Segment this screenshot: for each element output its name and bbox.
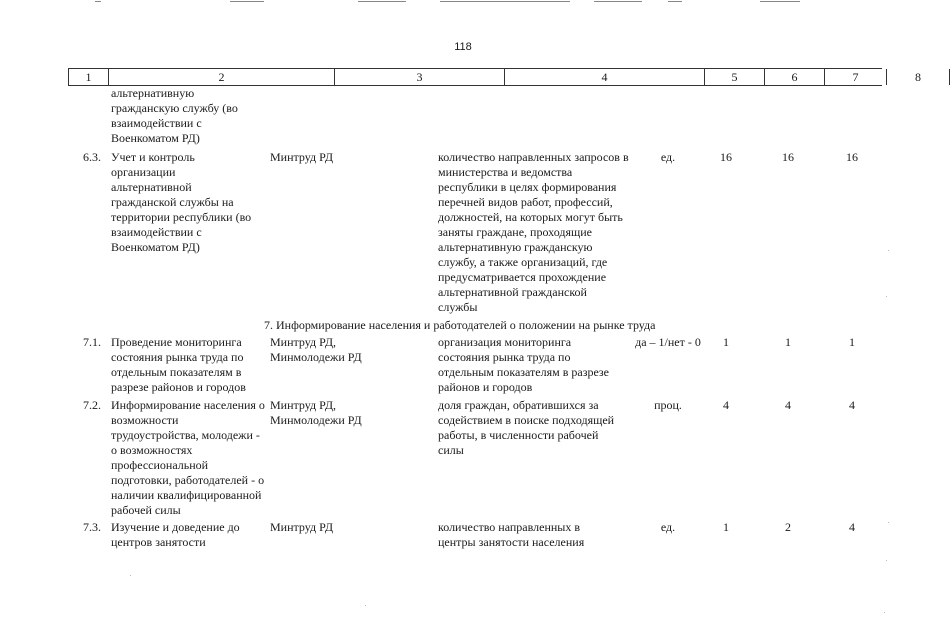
unit: да – 1/нет - 0 [635, 335, 701, 349]
page-number: 118 [454, 41, 472, 53]
header-col-4: 4 [504, 69, 704, 85]
header-col-8: 8 [886, 69, 950, 85]
row-number: 7.1. [83, 335, 101, 349]
header-col-3: 3 [334, 69, 504, 85]
executor: Минтруд РД [270, 150, 334, 164]
value-col-8: 4 [849, 520, 855, 534]
measure-name: Учет и контроль организации альтернативной гражданской службы на территории республики (во взаимодействии с Военкоматом РД) [111, 150, 252, 254]
measure-name: Изучение и доведение до центров занятости [111, 520, 240, 549]
value-col-7: 2 [785, 520, 791, 534]
row-number: 7.2. [83, 398, 101, 412]
value-col-7: 1 [785, 335, 791, 349]
executor: Минтруд РД [270, 520, 334, 534]
measure-name: Проведение мониторинга состояния рынка труда по отдельным показателям в разрезе районов и городов [111, 335, 246, 394]
indicator: доля граждан, обратившихся за содействием в поиске подходящей работы, в численности рабочей силы [438, 398, 615, 457]
header-col-6: 6 [764, 69, 824, 85]
measure-name: Информирование населения о возможности трудоустройства, молодежи - о возможностях профессиональной подготовки, работодателей - о наличии квалифицированной рабочей силы [111, 398, 265, 517]
continuation-text: альтернативную гражданскую службу (во взаимодействии с Военкоматом РД) [111, 86, 238, 145]
indicator: количество направленных запросов в министерства и ведомства республики в целях формирования перечней видов работ, профессий, должностей, на которых могут быть заняты граждане, проходящие альтернативную гражданскую службу, а также организаций, где предусматривается прохождение альтернативной гражданской службы [438, 150, 629, 314]
header-col-2: 2 [108, 69, 334, 85]
top-edge-marks [0, 0, 905, 4]
value-col-8: 1 [849, 335, 855, 349]
value-col-6: 1 [723, 335, 729, 349]
value-col-8: 16 [846, 150, 858, 164]
executor: Минтруд РД, Минмолодежи РД [270, 398, 362, 427]
value-col-6: 4 [723, 398, 729, 412]
indicator: количество направленных в центры занятости населения [438, 520, 585, 549]
row-number: 6.3. [83, 150, 101, 164]
header-col-1: 1 [68, 69, 108, 85]
value-col-7: 4 [785, 398, 791, 412]
indicator: организация мониторинга состояния рынка труда по отдельным показателям в разрезе районов и городов [438, 335, 609, 394]
unit: ед. [660, 150, 676, 164]
header-col-7: 7 [824, 69, 886, 85]
unit: проц. [654, 398, 682, 412]
value-col-7: 16 [782, 150, 794, 164]
unit: ед. [660, 520, 676, 534]
row-number: 7.3. [83, 520, 101, 534]
value-col-8: 4 [849, 398, 855, 412]
table-header [68, 68, 921, 86]
value-col-6: 16 [720, 150, 732, 164]
executor: Минтруд РД, Минмолодежи РД [270, 335, 362, 364]
section-title: 7. Информирование населения и работодателей о положении на рынке труда [264, 318, 656, 332]
header-col-5: 5 [704, 69, 764, 85]
value-col-6: 1 [723, 520, 729, 534]
